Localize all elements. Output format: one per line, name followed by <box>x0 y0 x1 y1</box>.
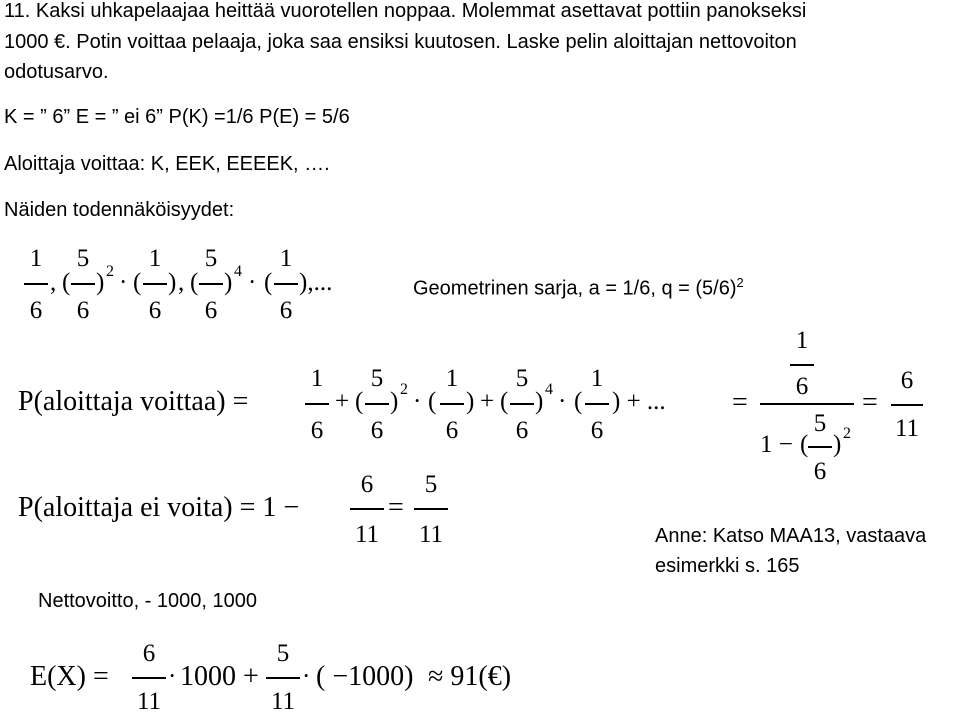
sum-lparen-4: ( <box>574 388 583 415</box>
seq-exp-4: 4 <box>234 263 242 280</box>
fraction-bar <box>414 508 448 510</box>
sum-lparen-2: ( <box>428 388 437 415</box>
result-one-minus: 1 − <box>760 431 793 458</box>
lose-num-1: 6 <box>360 471 374 498</box>
fraction-bar <box>266 677 300 679</box>
seq-rparen-1: ) <box>96 269 105 296</box>
seq-dot-1: · <box>119 269 128 296</box>
sum-rparen-2: ) <box>466 388 475 415</box>
ex-approx-result: ≈ 91(€) <box>428 661 512 692</box>
result-q-den: 6 <box>813 458 827 485</box>
result-inner-den: 6 <box>795 373 809 400</box>
result-rparen: ) <box>833 431 842 458</box>
seq-end: ),... <box>299 269 333 296</box>
result-q-num: 5 <box>813 410 827 437</box>
sum-lparen-3: ( <box>500 388 509 415</box>
series-note-text: Geometrinen sarja, a = 1/6, q = (5/6) <box>413 277 737 300</box>
sum-dot-1: · <box>413 388 422 415</box>
ex-den-1: 11 <box>136 688 162 715</box>
fraction-bar <box>71 283 95 285</box>
fraction-bar <box>350 508 384 510</box>
problem-line-2: 1000 €. Potin voittaa pelaaja, joka saa ensiksi kuutosen. Laske pelin aloittajan nettovoiton <box>4 31 797 53</box>
sum-den-2: 6 <box>370 417 384 444</box>
fraction-bar <box>440 403 464 405</box>
result-final-den: 11 <box>894 415 920 442</box>
fraction-bar <box>808 446 832 448</box>
fraction-bar <box>510 403 534 405</box>
seq-num-1: 1 <box>29 245 43 272</box>
ex-neg-1000: ( −1000) <box>316 661 414 692</box>
seq-lparen-3: ( <box>190 269 199 296</box>
result-final-num: 6 <box>900 367 914 394</box>
sum-dot-2: · <box>558 388 567 415</box>
seq-rparen-2: ) <box>168 269 177 296</box>
sum-den-3: 6 <box>445 417 459 444</box>
seq-lparen-2: ( <box>133 269 142 296</box>
sum-num-1: 1 <box>310 365 324 392</box>
problem-line-3: odotusarvo. <box>4 61 109 83</box>
probabilities-label: Näiden todennäköisyydet: <box>4 199 235 221</box>
fraction-bar <box>790 364 814 366</box>
seq-den-2: 6 <box>76 297 90 324</box>
fraction-bar <box>274 283 298 285</box>
sum-num-2: 5 <box>370 365 384 392</box>
sum-num-3: 1 <box>445 365 459 392</box>
sum-den-1: 6 <box>310 417 324 444</box>
seq-dot-2: · <box>248 269 257 296</box>
result-lparen: ( <box>800 431 809 458</box>
seq-lparen-4: ( <box>264 269 273 296</box>
sum-den-5: 6 <box>590 417 604 444</box>
result-eq-1: = <box>732 387 748 418</box>
ex-1000: 1000 + <box>180 661 259 692</box>
sum-den-4: 6 <box>515 417 529 444</box>
series-note-exp: 2 <box>736 275 744 290</box>
ex-num-1: 6 <box>142 640 156 667</box>
lose-eq: = <box>388 492 404 523</box>
winning-sequences: Aloittaja voittaa: K, EEK, EEEEK, …. <box>4 153 330 175</box>
fraction-bar <box>365 403 389 405</box>
ex-den-2: 11 <box>270 688 296 715</box>
sum-exp-4: 4 <box>545 381 553 398</box>
result-eq-2: = <box>862 387 878 418</box>
fraction-bar <box>305 403 329 405</box>
ex-num-2: 5 <box>276 640 290 667</box>
fraction-bar <box>760 403 854 405</box>
fraction-bar <box>143 283 167 285</box>
sum-num-5: 1 <box>590 365 604 392</box>
fraction-bar <box>24 283 48 285</box>
lose-den-2: 11 <box>418 521 444 548</box>
seq-den-4: 6 <box>204 297 218 324</box>
definitions: K = ” 6” E = ” ei 6” P(K) =1/6 P(E) = 5/6 <box>4 106 350 128</box>
seq-den-1: 6 <box>29 297 43 324</box>
sum-exp-2: 2 <box>400 381 408 398</box>
lose-den-1: 11 <box>354 521 380 548</box>
seq-lparen-1: ( <box>62 269 71 296</box>
ex-dot-1: · <box>168 663 177 690</box>
answer-note-line-2: esimerkki s. 165 <box>655 555 800 577</box>
sum-num-4: 5 <box>515 365 529 392</box>
sum-lparen-1: ( <box>355 388 364 415</box>
net-win-label: Nettovoitto, - 1000, 1000 <box>38 590 258 612</box>
seq-num-5: 1 <box>279 245 293 272</box>
seq-comma-2: , <box>178 269 185 296</box>
ex-label: E(X) = <box>30 661 109 692</box>
p-start-lose-label: P(aloittaja ei voita) = 1 − <box>18 492 300 523</box>
seq-den-3: 6 <box>148 297 162 324</box>
seq-num-3: 1 <box>148 245 162 272</box>
sum-rparen-1: ) <box>390 388 399 415</box>
result-inner-num: 1 <box>795 327 809 354</box>
sum-plus-2: + <box>480 388 495 415</box>
fraction-bar <box>132 677 166 679</box>
sum-plus-1: + <box>335 388 350 415</box>
lose-num-2: 5 <box>424 471 438 498</box>
fraction-bar <box>585 403 609 405</box>
p-start-win-label: P(aloittaja voittaa) = <box>18 386 249 417</box>
result-exp-2: 2 <box>843 425 851 442</box>
seq-num-2: 5 <box>76 245 90 272</box>
fraction-bar <box>199 283 223 285</box>
sum-rparen-3: ) <box>535 388 544 415</box>
seq-rparen-3: ) <box>224 269 233 296</box>
sum-end: ) + ... <box>612 388 666 415</box>
fraction-bar <box>891 404 923 406</box>
seq-exp-2: 2 <box>106 263 114 280</box>
seq-num-4: 5 <box>204 245 218 272</box>
problem-line-1: 11. Kaksi uhkapelaajaa heittää vuorotellen noppaa. Molemmat asettavat pottiin panokseksi <box>4 0 807 22</box>
series-note <box>413 275 744 301</box>
ex-dot-2: · <box>302 663 311 690</box>
seq-den-5: 6 <box>279 297 293 324</box>
seq-comma-1: , <box>50 269 57 296</box>
answer-note-line-1: Anne: Katso MAA13, vastaava <box>655 525 927 547</box>
